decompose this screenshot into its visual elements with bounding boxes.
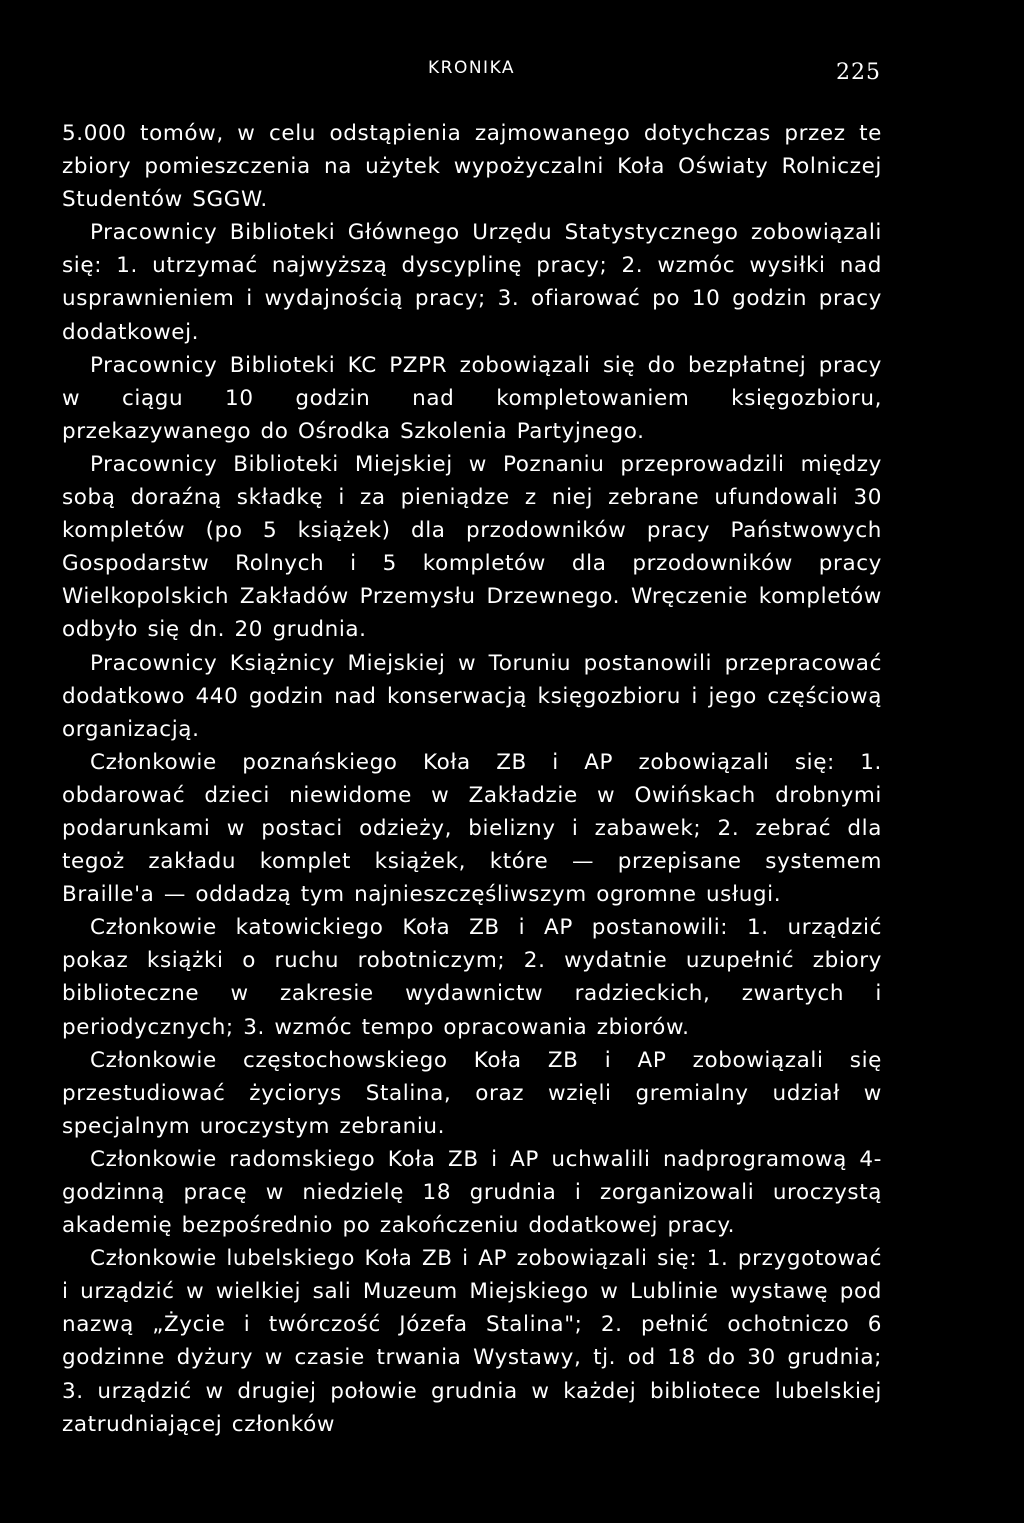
paragraph: Członkowie częstochowskiego Koła ZB i AP zobowiązali się przestudiować życiorys Stalina, oraz wzięli gremialny udział w specjalnym uroczystym zebraniu. [62,1047,882,1139]
body-text [62,117,882,1441]
paragraph: Członkowie katowickiego Koła ZB i AP postanowili: 1. urządzić pokaz książki o ruchu robotniczym; 2. wydatnie uzupełnić zbiory biblioteczne w zakresie wydawnictw radzieckich, zwartych i periodycznych; 3. wzmóc tempo opracowania zbiorów. [62,915,882,1040]
paragraph: Pracownicy Biblioteki Głównego Urzędu Statystycznego zobowiązali się: 1. utrzymać najwyższą dyscyplinę pracy; 2. wzmóc wysiłki nad usprawnieniem i wydajnością pracy; 3. ofiarować po 10 godzin pracy dodatkowej. [62,220,882,345]
paragraph: Członkowie radomskiego Koła ZB i AP uchwalili nadprogramową 4-godzinną pracę w niedzielę 18 grudnia i zorganizowali uroczystą akademię bezpośrednio po zakończeniu dodatkowej pracy. [62,1146,882,1239]
paragraph: Pracownicy Biblioteki KC PZPR zobowiązali się do bezpłatnej pracy w ciągu 10 godzin nad kompletowaniem księgozbioru, przekazywanego do Ośrodka Szkolenia Partyjnego. [62,352,882,444]
paragraph: Pracownicy Biblioteki Miejskiej w Poznaniu przeprowadzili między sobą doraźną składkę i za pieniądze z niej zebrane ufundowali 30 kompletów (po 5 książek) dla przodowników pracy Państwowych Gospodarstw Rolnych i 5 kompletów dla przodowników pracy Wielkopolskich Zakładów Przemysłu Drzewnego. Wręczenie kompletów odbyło się dn. 20 grudnia. [62,451,882,643]
paragraph: Członkowie poznańskiego Koła ZB i AP zobowiązali się: 1. obdarować dzieci niewidome w Zakładzie w Owińskach drobnymi podarunkami w postaci odzieży, bielizny i zabawek; 2. zebrać dla tegoż zakładu komplet książek, które — przepisane systemem Braille'a — oddadzą tym najnieszczęśliwszym ogromne usługi. [62,749,882,908]
paragraph: Pracownicy Książnicy Miejskiej w Toruniu postanowili przepracować dodatkowo 440 godzin nad konserwacją księgozbioru i jego częściową organizacją. [62,650,882,742]
running-head: KRONIKA [428,58,516,78]
page-header [0,58,1024,92]
paragraph: 5.000 tomów, w celu odstąpienia zajmowanego dotychczas przez te zbiory pomieszczenia na użytek wypożyczalni Koła Oświaty Rolniczej Studentów SGGW. [62,121,882,213]
paragraph: Członkowie lubelskiego Koła ZB i AP zobowiązali się: 1. przygotować i urządzić w wielkiej sali Muzeum Miejskiego w Lublinie wystawę pod nazwą „Życie i twórczość Józefa Stalina"; 2. pełnić ochotniczo 6 godzinne dyżury w czasie trwania Wystawy, tj. od 18 do 30 grudnia; 3. urządzić w drugiej połowie grudnia w każdej bibliotece lubelskiej zatrudniającej członków [62,1246,882,1437]
page-number: 225 [836,60,881,85]
